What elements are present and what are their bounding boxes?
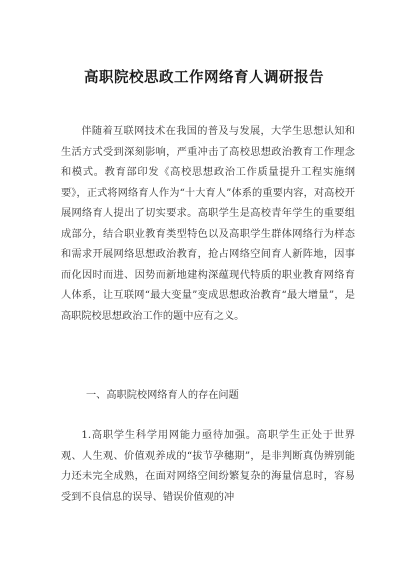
section-paragraph: 1.高职学生科学用网能力亟待加强。高职学生正处于世界观、人生观、价值观养成的“拔节孕穗期”，是非判断真伪辨别能力还未完全成熟，在面对网络空间纷繁复杂的海量信息时，容易受到不良信息的误导、错误价值观的冲	[61, 430, 355, 503]
intro-paragraph: 伴随着互联网技术在我国的普及与发展，大学生思想认知和生活方式受到深刻影响，严重冲击了高校思想政治教育工作理念和模式。教育部印发《高校思想政治工作质量提升工程实施纲要》，正式将网络育人作为“十大育人”体系的重要内容，对高校开展网络育人提出了切实要求。高职学生是高校青年学生的重要组成部分，结合职业教育类型特色以及高职学生群体网络行为样态和需求开展网络思想政治教育，抢占网络空间育人新阵地，因事而化因时而进、因势而新地建构深蕴现代特质的职业教育网络育人体系，让互联网“最大变量”变成思想政治教育“最大增量”，是高职院校思想政治工作的题中应有之义。	[61, 126, 355, 322]
document-title: 高职院校思政工作网络育人调研报告	[84, 70, 324, 86]
section-heading: 一、高职院校网络育人的存在问题	[86, 390, 239, 401]
